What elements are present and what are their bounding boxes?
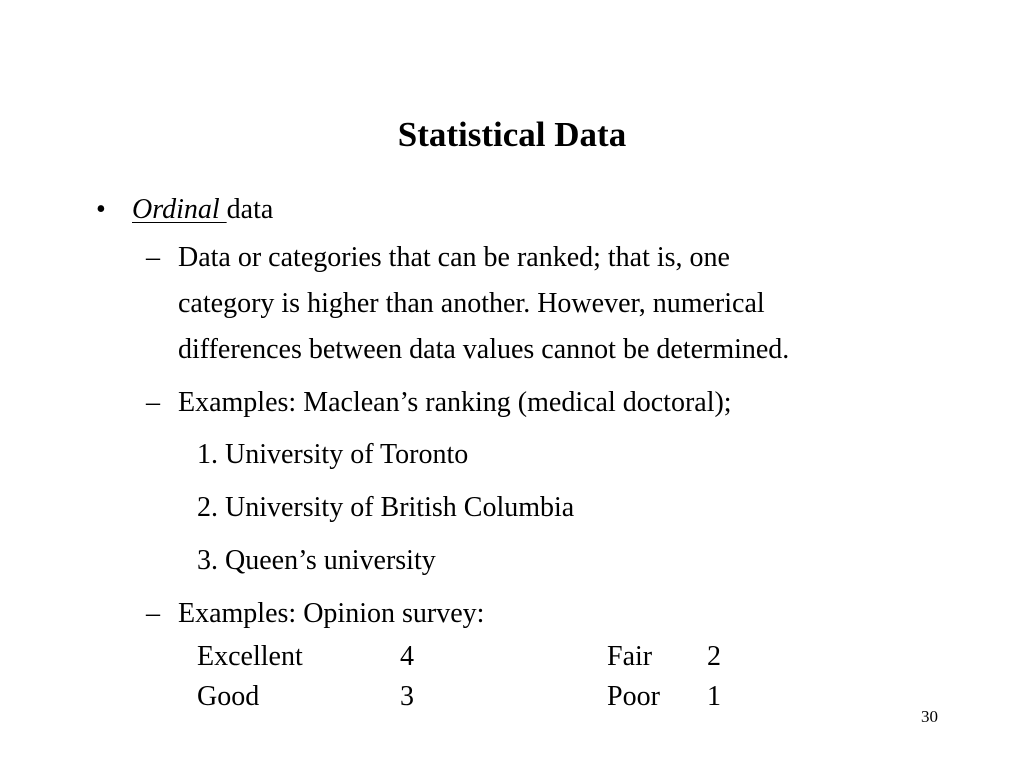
definition-line: category is higher than another. However, numerical [178, 288, 765, 319]
dash-marker: – [146, 242, 160, 273]
survey-value: 2 [707, 641, 721, 672]
ranking-list-item: 3. Queen’s university [197, 545, 436, 576]
survey-value: 4 [400, 641, 414, 672]
survey-label: Poor [607, 681, 660, 712]
page-number: 30 [921, 707, 938, 726]
definition-line: Data or categories that can be ranked; that is, one [178, 242, 730, 273]
survey-label: Good [197, 681, 260, 712]
bullet-marker: • [96, 194, 106, 225]
survey-label: Fair [607, 641, 653, 672]
term-ordinal: Ordinal [132, 194, 227, 225]
ranking-list-item: 2. University of British Columbia [197, 492, 575, 523]
definition-text [178, 235, 789, 373]
bullet-rest-text: data [226, 194, 274, 225]
slide-title: Statistical Data [397, 115, 627, 154]
dash-marker: – [146, 387, 160, 418]
survey-value: 1 [707, 681, 721, 712]
survey-label: Excellent [197, 641, 303, 672]
definition-line: differences between data values cannot be determined. [178, 334, 790, 365]
ranking-list-item: 1. University of Toronto [197, 439, 469, 470]
dash-marker: – [146, 598, 160, 629]
example-survey-text: Examples: Opinion survey: [178, 598, 485, 629]
survey-value: 3 [400, 681, 414, 712]
example-ranking-text: Examples: Maclean’s ranking (medical doctoral); [178, 387, 732, 418]
bullet-ordinal-data [96, 192, 273, 228]
